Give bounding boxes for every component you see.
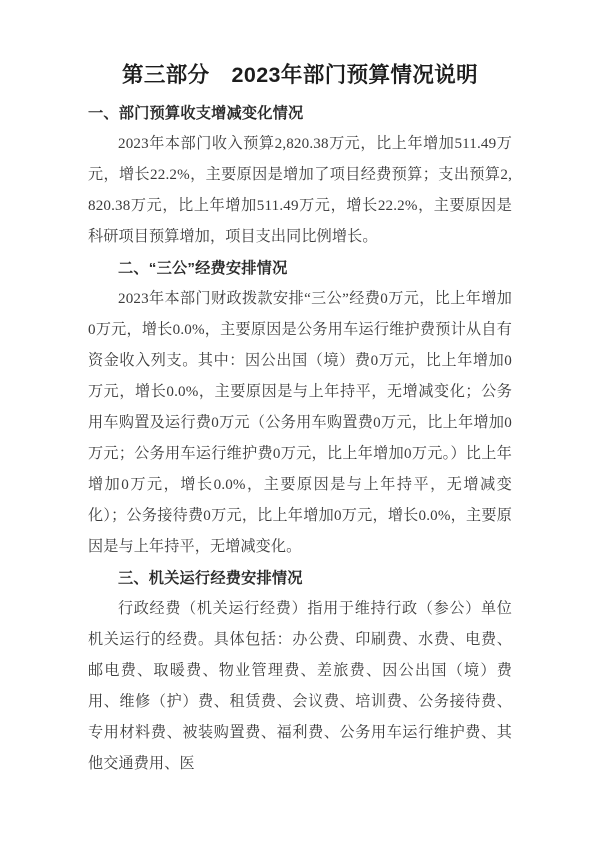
section-2-paragraph-1: 2023年本部门财政拨款安排“三公”经费0万元，比上年增加0万元，增长0.0%，主要原因是公务用车运行维护费预计从自有资金收入列支。其中：因公出国（境）费0万元，比上年增加0万元，增长0.0%，主要原因是与上年持平，无增减变化；公务用车购置及运行费0万元（公务用车购置费0万元，比上年增加0万元；公务用车运行维护费0万元，比上年增加0万元。）比上年增加0万元，增长0.0%，主要原因是与上年持平，无增减变化）；公务接待费0万元，比上年增加0万元，增长0.0%，主要原因是与上年持平，无增减变化。	[88, 291, 512, 555]
page-title: 第三部分 2023年部门预算情况说明	[121, 63, 479, 87]
section-1-paragraph-1: 2023年本部门收入预算2,820.38万元，比上年增加511.49万元，增长22.2%，主要原因是增加了项目经费预算；支出预算2,820.38万元，比上年增加511.49万元，增长22.2%，主要原因是科研项目预算增加，项目支出同比例增长。	[88, 136, 512, 245]
section-heading-1: 一、部门预算收支增减变化情况	[88, 105, 304, 122]
section-heading-3: 三、机关运行经费安排情况	[118, 570, 303, 587]
section-heading-2: 二、“三公”经费安排情况	[118, 260, 288, 277]
section-3-paragraph-1: 行政经费（机关运行经费）指用于维持行政（参公）单位机关运行的经费。具体包括：办公费、印刷费、水费、电费、邮电费、取暖费、物业管理费、差旅费、因公出国（境）费用、维修（护）费、租赁费、会议费、培训费、公务接待费、专用材料费、被装购置费、福利费、公务用车运行维护费、其他交通费用、医	[88, 601, 512, 772]
